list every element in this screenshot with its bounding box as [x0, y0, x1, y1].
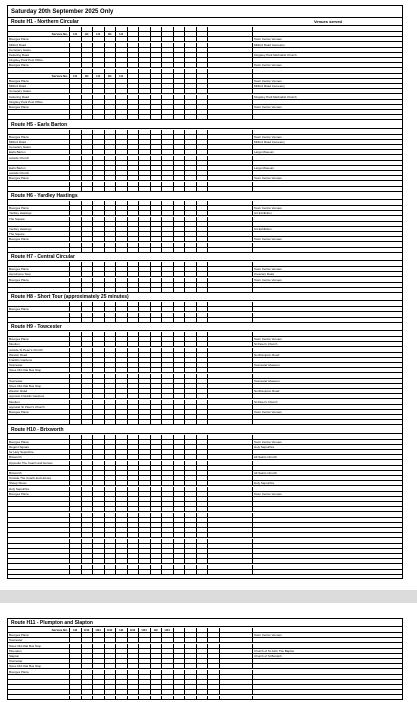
departure-time	[116, 696, 128, 700]
venue-name: Town Centre Venues	[253, 633, 403, 638]
service-number: H1	[93, 32, 105, 37]
departure-time	[105, 570, 117, 575]
service-number: H11	[105, 628, 117, 633]
venue-name: Northampton Road	[253, 389, 403, 394]
stop-name: The Square	[8, 217, 70, 222]
stop-name: Outside The Coach and Horses	[8, 476, 70, 481]
departure-time	[185, 570, 197, 575]
stop-name: Towcester	[8, 379, 70, 384]
venue-name: Crescent Road	[253, 272, 403, 277]
table-row	[8, 570, 402, 575]
stop-name: opposite Franklin Gardens	[8, 394, 70, 399]
stop-name: Holy Sepulchre	[8, 487, 70, 492]
service-number: H1	[116, 74, 128, 79]
venue-name: Town Centre Venues	[253, 237, 403, 242]
departure-time	[128, 696, 140, 700]
venue-name: Town Centre Venues	[253, 278, 403, 283]
stop-name: Bourges Plaza	[8, 633, 70, 638]
service-number: H1	[93, 74, 105, 79]
stop-name: Slapton	[8, 654, 70, 659]
stop-name: Brixworth	[8, 455, 70, 460]
venue-name: All Saints Church	[253, 471, 403, 476]
stop-name: Earls Barton	[8, 150, 70, 155]
venue-name: Town Centre Venues	[253, 135, 403, 140]
stop-name	[8, 570, 70, 575]
stop-name: Milford Road	[8, 140, 70, 145]
venues-served-label: Venues served	[313, 19, 343, 24]
stop-name: Weston Road	[8, 353, 70, 358]
venue-name	[253, 570, 403, 575]
venue-name: Art Exhibition	[253, 227, 403, 232]
stop-name: opposite St Peter's Church	[8, 405, 70, 410]
departure-time	[197, 696, 209, 700]
stop-name: Cemetery Gates	[8, 89, 70, 94]
spacer-cell	[208, 570, 253, 575]
venue-name: Church of St Botolph	[253, 654, 403, 659]
venue-name: Northampton Road	[253, 353, 403, 358]
stop-name: Bourges Plaza	[8, 278, 70, 283]
venue-name: Town Centre Venues	[253, 440, 403, 445]
spacer-cell	[220, 696, 254, 700]
service-number-label: Service No.	[8, 32, 70, 37]
departure-time	[82, 696, 94, 700]
departure-time	[139, 570, 151, 575]
service-number: H11	[93, 628, 105, 633]
departure-time	[82, 570, 94, 575]
service-number: H1	[116, 32, 128, 37]
stop-name: Yardley Hastings	[8, 227, 70, 232]
route-title: Route H1 - Northern Circular	[11, 19, 79, 25]
stop-name: Sixes Old Oak Bus Stop	[8, 384, 70, 389]
stop-name: Sixes Old Oak Bus Stop	[8, 664, 70, 669]
timetable-page-2	[7, 618, 403, 700]
stop-name: Plumpton	[8, 649, 70, 654]
service-number: H11	[128, 628, 140, 633]
stop-name: Yardley Hastings	[8, 211, 70, 216]
venue-name: Town Centre Venues	[253, 176, 403, 181]
service-number: H1	[105, 32, 117, 37]
departure-time	[93, 570, 105, 575]
stop-name: for Holy Sepulchre	[8, 450, 70, 455]
stop-name: Bourges Plaza	[8, 105, 70, 110]
route-title: Route H9 - Towcester	[11, 324, 62, 330]
timetable-title-text: Saturday 20th September 2025 Only	[11, 9, 114, 15]
route-title: Route H7 - Central Circular	[11, 254, 75, 260]
stop-name: Towcester	[8, 363, 70, 368]
route-title: Route H10 - Brixworth	[11, 426, 64, 433]
table-row	[8, 696, 402, 700]
stop-name: Moulton	[8, 400, 70, 405]
route-heading	[8, 253, 402, 261]
departure-time	[93, 696, 105, 700]
stop-name: Kettering Road	[8, 53, 70, 58]
departure-time	[162, 570, 174, 575]
page-gap	[0, 590, 417, 603]
service-number: H2	[70, 628, 82, 633]
stop-name: outside St Peter's Church	[8, 348, 70, 353]
venue-name: Town Centre Venues	[253, 337, 403, 342]
venue-name: All Saints Church	[253, 455, 403, 460]
departure-time	[151, 570, 163, 575]
stop-name	[8, 696, 70, 700]
stop-name: outside Church	[8, 171, 70, 176]
service-number: H2	[151, 628, 163, 633]
service-number-label: Service No.	[8, 628, 70, 633]
venue-name: Kingsley Park Methodist Church	[253, 95, 403, 100]
stop-name: Bourges Plaza	[8, 176, 70, 181]
service-number-label: Service No.	[8, 74, 70, 79]
service-number: H1	[70, 32, 82, 37]
departure-time	[197, 570, 209, 575]
venue-name: Church of St John The Baptist	[253, 649, 403, 654]
venue-name: Milford Road Cemetery	[253, 140, 403, 145]
venue-name: Large Museum	[253, 166, 403, 171]
venue-name: Town Centre Venues	[253, 105, 403, 110]
venue-name: Towcester Museum	[253, 379, 403, 384]
stop-name: Bourges Plaza	[8, 237, 70, 242]
service-number: H1	[82, 74, 94, 79]
stop-name: Bourges Plaza	[8, 670, 70, 675]
departure-time	[208, 696, 220, 700]
stop-name: Regent Square	[8, 445, 70, 450]
venue-name: Milford Road Cemetery	[253, 43, 403, 48]
stop-name: Bourges Plaza	[8, 440, 70, 445]
stop-name: Franklin Gardens	[8, 358, 70, 363]
venue-name: Town Centre Venues	[253, 79, 403, 84]
route-title: Route H8 - Short Tour (approximately 25 minutes)	[11, 294, 129, 301]
venue-name: Art Exhibition	[253, 211, 403, 216]
stop-name: Cemetery Gates	[8, 48, 70, 53]
stop-name: outside Church	[8, 156, 70, 161]
stop-name: Aerodrome Stop	[8, 272, 70, 277]
departure-time	[139, 696, 151, 700]
route-title: Route H5 - Earls Barton	[11, 121, 68, 128]
timetable-page-1	[7, 5, 403, 579]
service-number: H11	[139, 628, 151, 633]
stop-name: Bourges Plaza	[8, 410, 70, 415]
departure-time	[151, 696, 163, 700]
stop-name: Kingsley Park Post Office	[8, 58, 70, 63]
route-heading	[8, 619, 402, 627]
stop-name: Bourges Plaza	[8, 337, 70, 342]
service-number: H1	[70, 74, 82, 79]
departure-time	[162, 696, 174, 700]
venue-name: Town Centre Venues	[253, 267, 403, 272]
stop-name: Bourges Plaza	[8, 492, 70, 497]
venue-name: Town Centre Venues	[253, 492, 403, 497]
venue-name	[253, 696, 403, 700]
stop-name: Sheep Street	[8, 481, 70, 486]
stop-name: Towcester	[8, 659, 70, 664]
route-heading	[8, 192, 402, 200]
stop-name: Sixes Old Oak Bus Stop	[8, 368, 70, 373]
route-heading	[8, 121, 402, 129]
venue-name: St Peter's Church	[253, 342, 403, 347]
venue-name: Town Centre Venues	[253, 410, 403, 415]
stop-name: Cemetery Gates	[8, 145, 70, 150]
stop-name: Milford Road	[8, 84, 70, 89]
stop-name: Towcester	[8, 638, 70, 643]
stop-name: Kingsley Park Post Office	[8, 100, 70, 105]
departure-time	[174, 696, 186, 700]
service-number: H11	[82, 628, 94, 633]
stop-name: Opposite The Coach and Horses	[8, 461, 70, 466]
stop-name: Moulton	[8, 342, 70, 347]
service-number: H1	[105, 74, 117, 79]
venue-name: Town Centre Venues	[253, 206, 403, 211]
stop-name: The Square	[8, 232, 70, 237]
stop-name: Brixworth	[8, 471, 70, 476]
stop-name: Sixes Old Oak Bus Stop	[8, 644, 70, 649]
route-heading	[8, 293, 402, 301]
stop-name: Kettering Road	[8, 95, 70, 100]
departure-time	[174, 570, 186, 575]
route-title: Route H11 - Plumpton and Slapton	[11, 620, 93, 626]
service-number: H1	[82, 32, 94, 37]
venue-name: Town Centre Venues	[253, 63, 403, 68]
departure-time	[70, 696, 82, 700]
route-heading	[8, 426, 402, 434]
venue-name: St Peter's Church	[253, 400, 403, 405]
departure-time	[116, 570, 128, 575]
venue-name: Large Museum	[253, 150, 403, 155]
venue-name: Milford Road Cemetery	[253, 84, 403, 89]
venue-name: Towcester Museum	[253, 363, 403, 368]
route-heading	[8, 18, 402, 26]
stop-name: Bourges Plaza	[8, 79, 70, 84]
departure-time	[70, 570, 82, 575]
stop-name: Bourges Plaza	[8, 135, 70, 140]
departure-time	[128, 570, 140, 575]
stop-name: Weston Road	[8, 389, 70, 394]
stop-name: Bourges Plaza	[8, 307, 70, 312]
route-heading	[8, 323, 402, 331]
stop-name: Bourges Plaza	[8, 206, 70, 211]
venue-name: Town Centre Venues	[253, 37, 403, 42]
route-title: Route H6 - Yardley Hastings	[11, 193, 78, 199]
timetable-title	[8, 6, 402, 18]
service-number: H2	[116, 628, 128, 633]
stop-name: Bourges Plaza	[8, 267, 70, 272]
departure-time	[185, 696, 197, 700]
venue-name: Holy Sepulchre	[253, 445, 403, 450]
service-number: H11	[162, 628, 174, 633]
stop-name: Bourges Plaza	[8, 63, 70, 68]
stop-name: Earls Barton	[8, 166, 70, 171]
stop-name: Milford Road	[8, 43, 70, 48]
stop-name: Bourges Plaza	[8, 37, 70, 42]
departure-time	[105, 696, 117, 700]
venue-name: Holy Sepulchre	[253, 481, 403, 486]
venue-name: Kingsley Park Methodist Church	[253, 53, 403, 58]
